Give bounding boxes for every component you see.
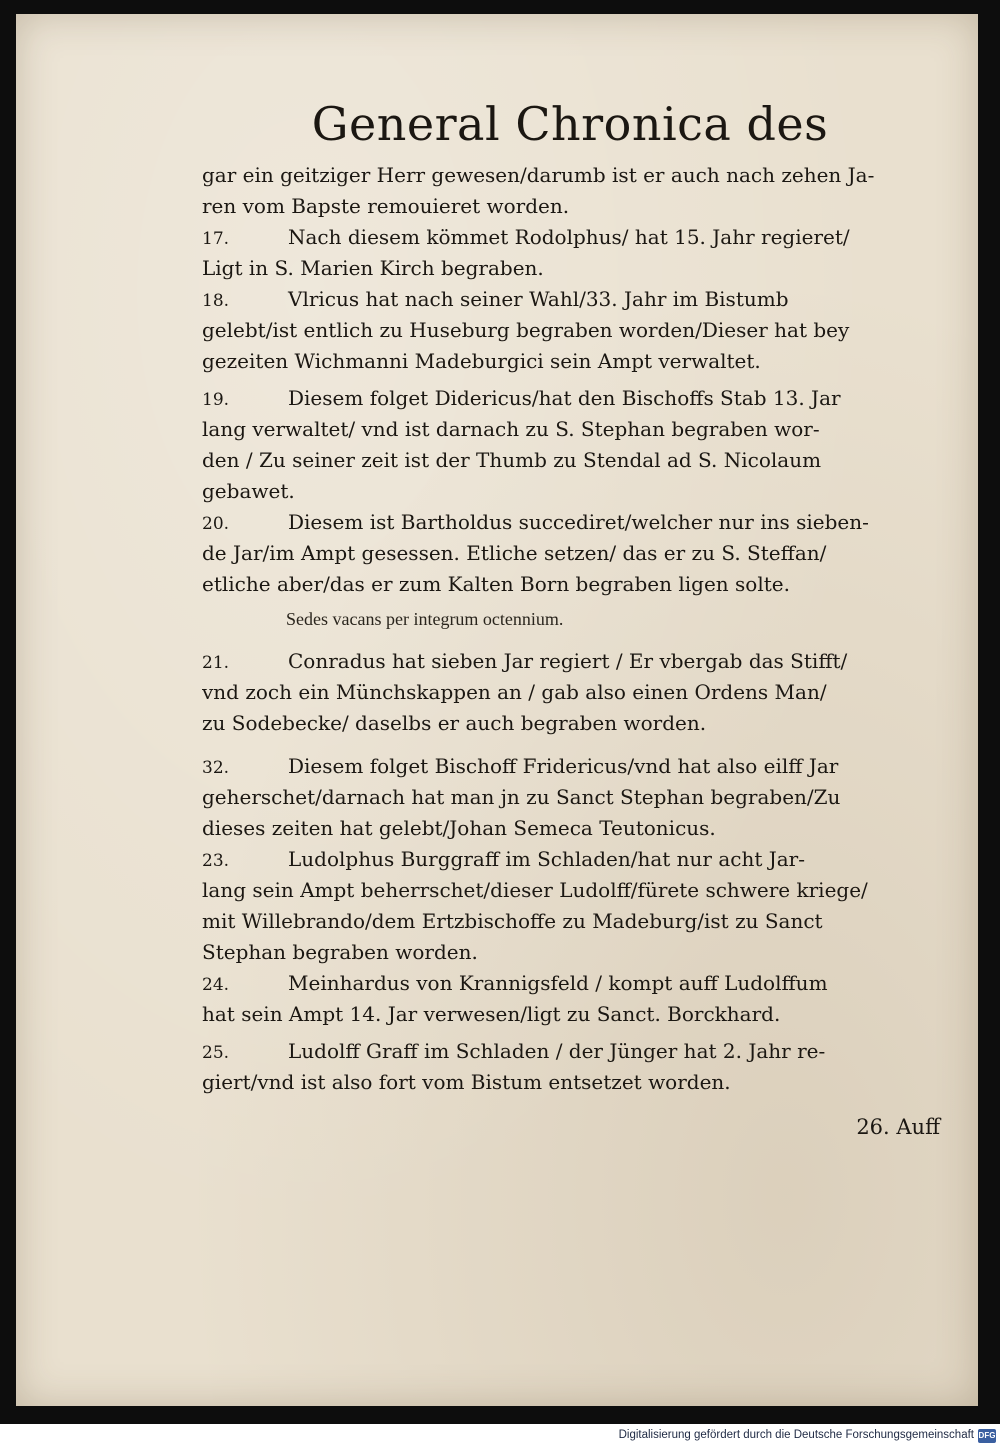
- text-line: 19. Diesem folget Didericus/hat den Bischoffs Stab 13. Jar: [202, 383, 942, 414]
- text-line: den / Zu seiner zeit ist der Thumb zu Stendal ad S. Nicolaum: [202, 448, 822, 472]
- text-line: gebawet.: [202, 479, 295, 503]
- text-line: lang sein Ampt beherrschet/dieser Ludolff/fürete schwere kriege/: [202, 878, 868, 902]
- entry-18: [202, 284, 942, 377]
- text-line: hat sein Ampt 14. Jar verwesen/ligt zu Sanct. Borckhard.: [202, 1002, 781, 1026]
- dfg-logo-icon: DFG: [978, 1429, 996, 1443]
- entry-number: 25.: [202, 1043, 230, 1063]
- text-line: lang verwaltet/ vnd ist darnach zu S. Stephan begraben wor-: [202, 417, 820, 441]
- text-line: 21. Conradus hat sieben Jar regiert / Er vbergab das Stifft/: [202, 646, 942, 677]
- text-line: gelebt/ist entlich zu Huseburg begraben worden/Dieser hat bey: [202, 318, 850, 342]
- text-line: dieses zeiten hat gelebt/Johan Semeca Teutonicus.: [202, 816, 716, 840]
- text-line: zu Sodebecke/ daselbs er auch begraben worden.: [202, 711, 707, 735]
- entry-number: 21.: [202, 653, 230, 673]
- book-page: [16, 14, 978, 1406]
- text-line: de Jar/im Ampt gesessen. Etliche setzen/ das er zu S. Steffan/: [202, 541, 827, 565]
- catchword: 26. Auff: [856, 1115, 940, 1139]
- text-line: Ligt in S. Marien Kirch begraben.: [202, 256, 544, 280]
- funding-credit: Digitalisierung gefördert durch die Deutsche Forschungsgemeinschaft: [618, 1429, 974, 1441]
- entry-continuation: [202, 160, 942, 222]
- text-line: 24. Meinhardus von Krannigsfeld / kompt auff Ludolffum: [202, 968, 942, 999]
- text-line: 25. Ludolff Graff im Schladen / der Jünger hat 2. Jahr re-: [202, 1036, 942, 1067]
- text-line: vnd zoch ein Münchskappen an / gab also einen Ordens Man/: [202, 680, 827, 704]
- entry-20: [202, 507, 942, 600]
- text-line: 20. Diesem ist Bartholdus succediret/welcher nur ins sieben-: [202, 507, 942, 538]
- footer-bar: [0, 1424, 1000, 1449]
- sedes-vacans-note: Sedes vacans per integrum octennium.: [286, 609, 564, 629]
- running-head: General Chronica des: [311, 97, 829, 151]
- entry-number: 19.: [202, 390, 230, 410]
- text-line: gezeiten Wichmanni Madeburgici sein Ampt verwaltet.: [202, 349, 761, 373]
- text-line: etliche aber/das er zum Kalten Born begraben ligen solte.: [202, 572, 790, 596]
- entry-32: [202, 751, 942, 844]
- text-line: 18. Vlricus hat nach seiner Wahl/33. Jahr im Bistumb: [202, 284, 942, 315]
- text-line: mit Willebrando/dem Ertzbischoffe zu Madeburg/ist zu Sanct: [202, 909, 823, 933]
- entry-17: [202, 222, 942, 284]
- entry-number: 18.: [202, 291, 230, 311]
- entry-number: 24.: [202, 975, 230, 995]
- entry-23: [202, 844, 942, 968]
- text-line: 32. Diesem folget Bischoff Fridericus/vnd hat also eilff Jar: [202, 751, 942, 782]
- text-line: 23. Ludolphus Burggraff im Schladen/hat nur acht Jar-: [202, 844, 942, 875]
- text-line: gar ein geitziger Herr gewesen/darumb ist er auch nach zehen Ja-: [202, 163, 875, 187]
- text-line: Stephan begraben worden.: [202, 940, 478, 964]
- entry-19: [202, 383, 942, 507]
- text-line: geherschet/darnach hat man jn zu Sanct Stephan begraben/Zu: [202, 785, 841, 809]
- text-block: [202, 92, 942, 1142]
- entry-number: 17.: [202, 229, 230, 249]
- entry-number: 23.: [202, 851, 230, 871]
- entry-25: [202, 1036, 942, 1098]
- entry-number: 20.: [202, 514, 230, 534]
- text-line: 17. Nach diesem kömmet Rodolphus/ hat 15. Jahr regieret/: [202, 222, 942, 253]
- entry-21: [202, 646, 942, 739]
- entry-number: 32.: [202, 758, 230, 778]
- entry-24: [202, 968, 942, 1030]
- text-line: giert/vnd ist also fort vom Bistum entsetzet worden.: [202, 1070, 731, 1094]
- text-line: ren vom Bapste remouieret worden.: [202, 194, 570, 218]
